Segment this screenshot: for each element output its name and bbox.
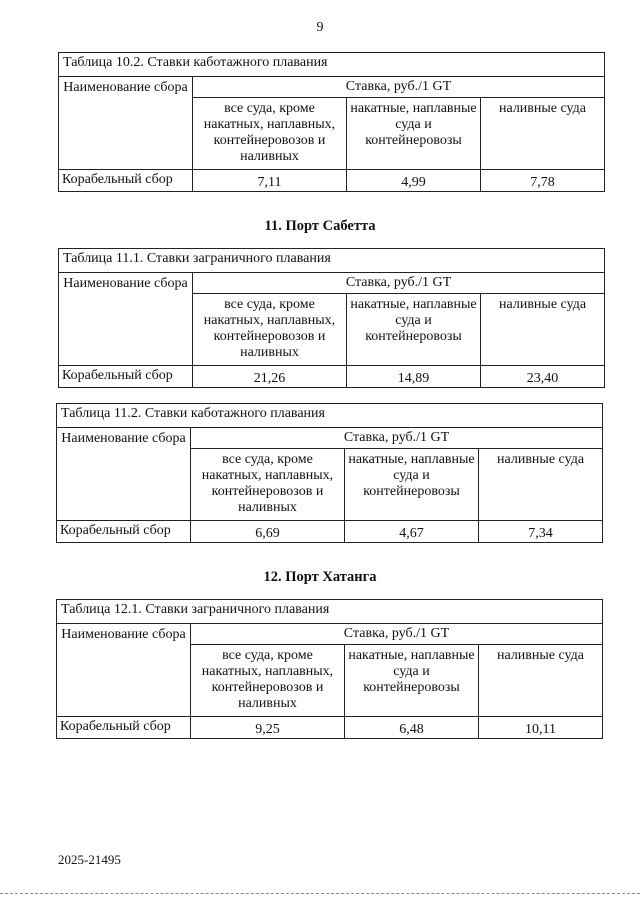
column-header: все суда, кроме накатных, наплавных, контейнеровозов и наливных bbox=[191, 449, 345, 521]
table-caption: Таблица 10.2. Ставки каботажного плавания bbox=[59, 53, 605, 77]
rate-header: Ставка, руб./1 GT bbox=[191, 428, 603, 449]
column-header: накатные, наплавные суда и контейнеровозы bbox=[345, 449, 479, 521]
row-label: Корабельный сбор bbox=[57, 717, 191, 739]
table-cell: 7,34 bbox=[479, 521, 603, 543]
name-header: Наименование сбора bbox=[57, 428, 191, 521]
column-header: накатные, наплавные суда и контейнеровозы bbox=[347, 98, 481, 170]
table-cell: 21,26 bbox=[193, 366, 347, 388]
table-caption: Таблица 12.1. Ставки заграничного плавания bbox=[57, 600, 603, 624]
column-header: накатные, наплавные суда и контейнеровозы bbox=[347, 294, 481, 366]
table-caption: Таблица 11.1. Ставки заграничного плавания bbox=[59, 249, 605, 273]
row-label: Корабельный сбор bbox=[57, 521, 191, 543]
page-edge-divider bbox=[0, 893, 640, 894]
row-label: Корабельный сбор bbox=[59, 170, 193, 192]
table-cell: 9,25 bbox=[191, 717, 345, 739]
table-cell: 23,40 bbox=[481, 366, 605, 388]
table-cell: 4,67 bbox=[345, 521, 479, 543]
table-cell: 10,11 bbox=[479, 717, 603, 739]
section-title: 11. Порт Сабетта bbox=[264, 218, 376, 234]
column-header: все суда, кроме накатных, наплавных, контейнеровозов и наливных bbox=[193, 98, 347, 170]
name-header: Наименование сбора bbox=[59, 77, 193, 170]
table-cell: 4,99 bbox=[347, 170, 481, 192]
document-code: 2025-21495 bbox=[58, 852, 121, 867]
table-cell: 7,11 bbox=[193, 170, 347, 192]
rate-table bbox=[58, 52, 605, 192]
section-title: 12. Порт Хатанга bbox=[263, 569, 377, 585]
column-header: накатные, наплавные суда и контейнеровозы bbox=[345, 645, 479, 717]
column-header: наливные суда bbox=[481, 294, 605, 366]
column-header: наливные суда bbox=[481, 98, 605, 170]
column-header: все суда, кроме накатных, наплавных, контейнеровозов и наливных bbox=[191, 645, 345, 717]
table-caption: Таблица 11.2. Ставки каботажного плавания bbox=[57, 404, 603, 428]
table-cell: 6,69 bbox=[191, 521, 345, 543]
rate-header: Ставка, руб./1 GT bbox=[193, 273, 605, 294]
column-header: наливные суда bbox=[479, 449, 603, 521]
rate-table bbox=[56, 403, 603, 543]
rate-header: Ставка, руб./1 GT bbox=[191, 624, 603, 645]
row-label: Корабельный сбор bbox=[59, 366, 193, 388]
name-header: Наименование сбора bbox=[57, 624, 191, 717]
name-header: Наименование сбора bbox=[59, 273, 193, 366]
rate-table bbox=[56, 599, 603, 739]
table-cell: 7,78 bbox=[481, 170, 605, 192]
column-header: все суда, кроме накатных, наплавных, контейнеровозов и наливных bbox=[193, 294, 347, 366]
rate-header: Ставка, руб./1 GT bbox=[193, 77, 605, 98]
table-cell: 6,48 bbox=[345, 717, 479, 739]
table-cell: 14,89 bbox=[347, 366, 481, 388]
page-number: 9 bbox=[316, 20, 324, 35]
column-header: наливные суда bbox=[479, 645, 603, 717]
rate-table bbox=[58, 248, 605, 388]
